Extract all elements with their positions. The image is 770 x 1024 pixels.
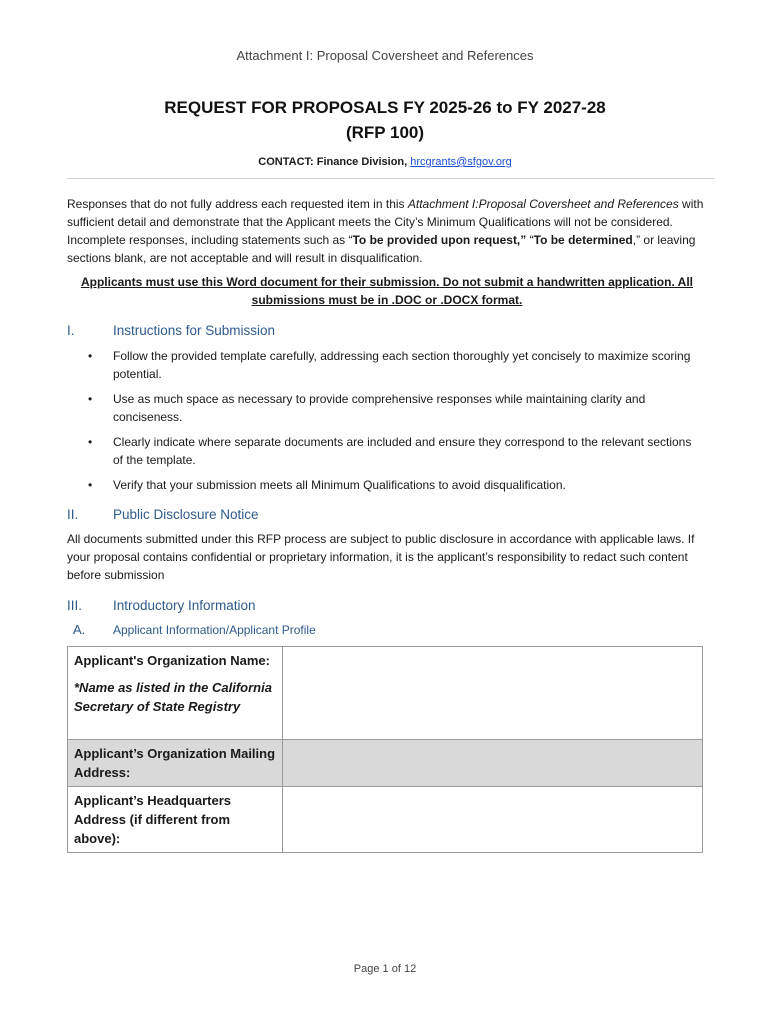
divider: [67, 178, 715, 179]
contact-label: CONTACT: Finance Division,: [258, 156, 408, 168]
document-title: [0, 95, 770, 145]
intro-bold-2: To be determined: [533, 233, 633, 247]
section-number: II.: [67, 507, 79, 522]
title-line-1: REQUEST FOR PROPOSALS FY 2025-26 to FY 2027-28: [164, 98, 606, 117]
intro-text-4: ,” or leaving sections blank, are not acceptable and will result in disqualification.: [67, 233, 696, 265]
subsection-number: A.: [73, 622, 86, 637]
intro-text-2: with sufficient detail and demonstrate that the Applicant meets the City’s Minimum Qualifications will not be considered. Incomplete responses, including statements such as “: [67, 197, 704, 247]
section-title: Introductory Information: [113, 598, 256, 613]
table-row: [68, 787, 703, 853]
list-item: • Use as much space as necessary to provide comprehensive responses while maintaining clarity and conciseness.: [88, 392, 646, 424]
mailing-address-label: Applicant’s Organization Mailing Address:: [68, 740, 283, 787]
bullet-icon: •: [88, 435, 93, 449]
headquarters-address-label: Applicant’s Headquarters Address (if different from above):: [68, 787, 283, 853]
instructions-list: [67, 347, 697, 501]
intro-paragraph: [67, 195, 707, 267]
bullet-icon: •: [88, 349, 93, 363]
organization-name-label: Applicant's Organization Name: *Name as listed in the California Secretary of State Registry: [68, 647, 283, 740]
organization-name-field[interactable]: [283, 647, 703, 740]
intro-text-3: “: [526, 233, 534, 247]
list-item: • Follow the provided template carefully, addressing each section thoroughly yet concisely to maximize scoring potential.: [88, 349, 691, 381]
contact-line: [0, 156, 770, 168]
applicant-info-table: [67, 646, 703, 853]
section-title: Instructions for Submission: [113, 323, 276, 338]
intro-text-1: Responses that do not fully address each requested item in this: [67, 197, 408, 211]
intro-bold-1: To be provided upon request,”: [352, 233, 527, 247]
mailing-address-field[interactable]: [283, 740, 703, 787]
section-number: I.: [67, 323, 75, 338]
headquarters-address-field[interactable]: [283, 787, 703, 853]
section-title: Public Disclosure Notice: [113, 507, 259, 522]
section-number: III.: [67, 598, 83, 613]
table-row: [68, 647, 703, 740]
list-item: • Clearly indicate where separate documents are included and ensure they correspond to the relevant sections of the template.: [88, 435, 692, 467]
page-header: Attachment I: Proposal Coversheet and References: [236, 48, 534, 63]
intro-attachment-name: Attachment I:Proposal Coversheet and References: [407, 197, 679, 211]
title-line-2: (RFP 100): [345, 123, 425, 142]
submission-notice: Applicants must use this Word document for their submission. Do not submit a handwritten application. All submissions must be in .DOC or .DOCX format.: [80, 275, 694, 307]
list-item: • Verify that your submission meets all Minimum Qualifications to avoid disqualification.: [88, 478, 566, 492]
organization-name-note: *Name as listed in the California Secretary of State Registry: [74, 680, 272, 714]
bullet-icon: •: [88, 392, 93, 406]
page-number: Page 1 of 12: [353, 963, 417, 975]
contact-email-link[interactable]: hrcgrants@sfgov.org: [410, 156, 512, 168]
disclosure-paragraph: All documents submitted under this RFP process are subject to public disclosure in accordance with applicable laws. If your proposal contains confidential or proprietary information, it is the applicant’s responsibility to redact such content before submission: [67, 532, 695, 582]
subsection-title: Applicant Information/Applicant Profile: [113, 623, 316, 637]
bullet-icon: •: [88, 478, 93, 492]
table-row: [68, 740, 703, 787]
